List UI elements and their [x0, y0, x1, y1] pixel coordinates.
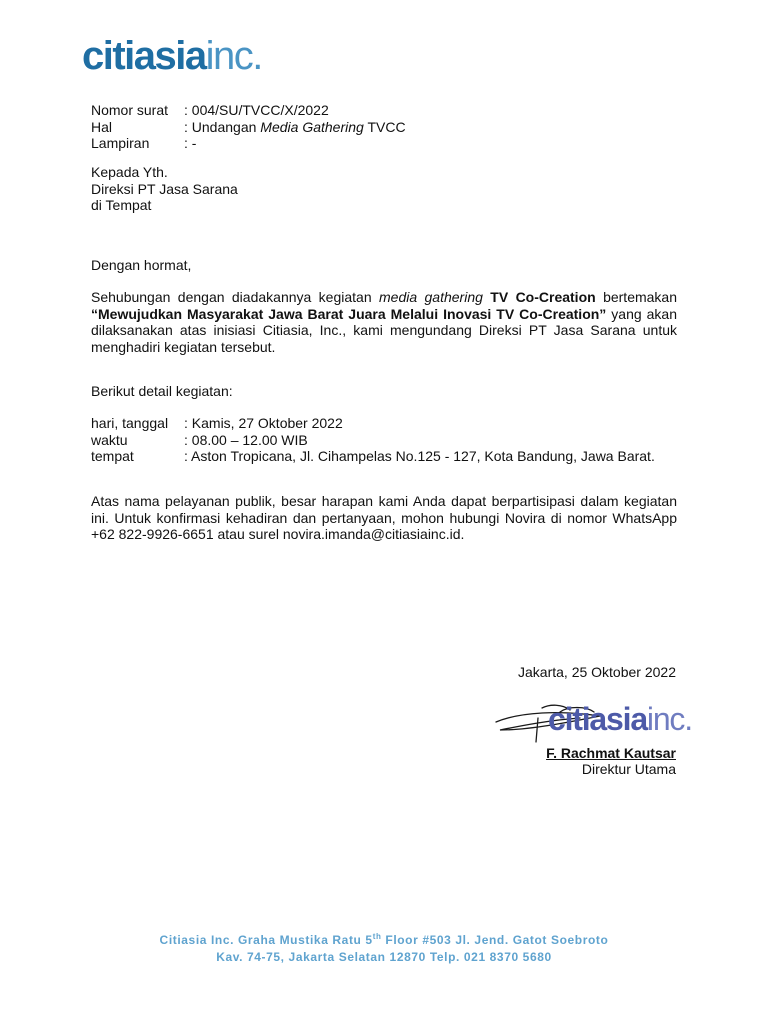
signatory-title: Direktur Utama: [581, 761, 676, 777]
detail-value-place: : Aston Tropicana, Jl. Cihampelas No.125 - 127, Kota Bandung, Jawa Barat.: [184, 448, 655, 464]
body-text-bold-1: TV Co-Creation: [482, 289, 596, 305]
footer-superscript: th: [372, 932, 382, 941]
label-lampiran: Lampiran: [91, 135, 150, 151]
stamp-text-inc: inc: [646, 701, 685, 737]
label-nomor-surat: Nomor surat: [91, 102, 169, 118]
details-block: [91, 415, 655, 465]
footer-line-1b: Floor #503 Jl. Jend. Gatot Soebroto: [381, 933, 609, 947]
detail-value-time: : 08.00 – 12.00 WIB: [184, 431, 308, 448]
letter-header: [91, 102, 406, 152]
detail-row-place: [91, 448, 655, 465]
footer-line-1: [0, 928, 768, 949]
body-paragraph: [91, 289, 677, 355]
detail-row-time: [91, 432, 655, 449]
footer-address: [0, 928, 768, 966]
stamp-text-citiasia: citiasia: [548, 701, 647, 737]
logo-dot: .: [252, 34, 262, 78]
value-hal: [184, 119, 406, 136]
body-text-theme: “Mewujudkan Masyarakat Jawa Barat Juara Melalui Inovasi TV Co-Creation”: [91, 305, 607, 322]
details-intro: Berikut detail kegiatan:: [91, 383, 233, 399]
detail-row-date: [91, 415, 655, 432]
hal-suffix: TVCC: [363, 118, 406, 135]
signatory-name: F. Rachmat Kautsar: [546, 745, 676, 761]
company-logo: [82, 36, 262, 76]
recipient-line-1: Kepada Yth.: [91, 164, 168, 180]
detail-label-time: waktu: [91, 431, 128, 448]
hal-prefix: : Undangan: [184, 118, 261, 135]
logo-text-inc: inc: [205, 34, 253, 78]
recipient-line-3: di Tempat: [91, 197, 152, 213]
company-stamp: [548, 703, 692, 735]
stamp-dot: .: [684, 701, 692, 737]
hal-italic: Media Gathering: [260, 118, 364, 135]
detail-label-date: hari, tanggal: [91, 415, 169, 431]
body-text-1: Sehubungan dengan diadakannya kegiatan: [91, 289, 379, 305]
footer-line-1a: Citiasia Inc. Graha Mustika Ratu 5: [159, 933, 373, 947]
body-text-2: bertemakan: [595, 289, 678, 305]
header-row-lampiran: [91, 135, 406, 152]
body-text-3: yang akan dilaksanakan atas inisiasi Citiasia, Inc., kami mengundang Direksi PT Jasa Sarana untuk menghadiri kegiatan tersebut.: [91, 305, 677, 355]
detail-value-date: : Kamis, 27 Oktober 2022: [184, 415, 343, 431]
recipient-block: [91, 164, 238, 214]
detail-label-place: tempat: [91, 448, 134, 464]
closing-paragraph: Atas nama pelayanan publik, besar harapan kami Anda dapat berpartisipasi dalam kegiatan ini. Untuk konfirmasi kehadiran dan pertanyaan, mohon hubungi Novira di nomor WhatsApp +62 822-9926-6651 atau surel novira.imanda@citiasiainc.id.: [91, 493, 677, 542]
recipient-line-2: Direksi PT Jasa Sarana: [91, 180, 238, 197]
value-lampiran: : -: [184, 135, 197, 151]
header-row-hal: [91, 119, 406, 136]
place-date: Jakarta, 25 Oktober 2022: [518, 664, 676, 680]
header-row-nomor: [91, 102, 406, 119]
footer-line-2: Kav. 74-75, Jakarta Selatan 12870 Telp. 021 8370 5680: [216, 950, 552, 964]
label-hal: Hal: [91, 118, 113, 135]
value-nomor-surat: : 004/SU/TVCC/X/2022: [184, 102, 329, 118]
logo-text-citiasia: citiasia: [82, 34, 206, 78]
body-text-italic: media gathering: [379, 289, 483, 305]
greeting: Dengan hormat,: [91, 257, 192, 273]
